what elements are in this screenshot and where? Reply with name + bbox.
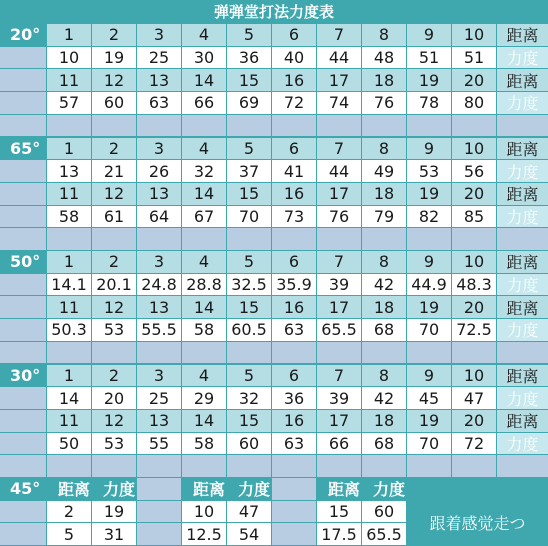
spacer-cell xyxy=(272,478,316,500)
distance-cell: 17 xyxy=(317,183,361,205)
distance-cell: 15 xyxy=(227,296,271,318)
force-cell: 68 xyxy=(362,433,406,455)
force-cell: 70 xyxy=(407,433,451,455)
force-header: 力度 xyxy=(362,478,406,500)
distance-cell: 16 xyxy=(272,183,316,205)
force-cell: 55.5 xyxy=(137,319,181,341)
distance-cell: 3 xyxy=(137,138,181,160)
force-cell: 56 xyxy=(452,160,496,182)
distance-cell: 17 xyxy=(317,296,361,318)
force-cell: 44.9 xyxy=(407,274,451,296)
distance-cell: 3 xyxy=(137,365,181,387)
separator-cell xyxy=(137,342,181,364)
force-cell: 10 xyxy=(47,47,91,69)
distance-cell: 12 xyxy=(92,410,136,432)
force-cell: 53 xyxy=(407,160,451,182)
force-cell: 19 xyxy=(92,47,136,69)
distance-cell: 8 xyxy=(362,24,406,46)
spacer-cell xyxy=(272,523,316,545)
force-cell: 41 xyxy=(272,160,316,182)
separator-cell xyxy=(182,342,226,364)
force-cell: 74 xyxy=(317,92,361,114)
force-cell: 54 xyxy=(227,523,271,545)
row-stub xyxy=(0,296,46,318)
distance-header: 距离 xyxy=(47,478,91,500)
distance-cell: 5 xyxy=(227,24,271,46)
distance-cell: 8 xyxy=(362,365,406,387)
distance-header: 距离 xyxy=(317,478,361,500)
separator-cell xyxy=(362,228,406,250)
distance-label: 距离 xyxy=(497,138,548,160)
row-stub xyxy=(0,274,46,296)
force-cell: 60 xyxy=(92,92,136,114)
distance-cell: 7 xyxy=(317,24,361,46)
page-title: 弹弹堂打法力度表 xyxy=(0,0,548,22)
force-cell: 20.1 xyxy=(92,274,136,296)
force-label: 力度 xyxy=(497,274,548,296)
distance-cell: 6 xyxy=(272,24,316,46)
separator-cell xyxy=(362,115,406,137)
distance-cell: 19 xyxy=(407,296,451,318)
distance-label: 距离 xyxy=(497,410,548,432)
separator-cell xyxy=(182,228,226,250)
separator-cell xyxy=(407,115,451,137)
note-text: 跟着感觉走つ xyxy=(407,501,548,545)
force-cell: 26 xyxy=(137,160,181,182)
separator-cell xyxy=(47,455,91,477)
force-cell: 47 xyxy=(227,501,271,523)
distance-cell: 7 xyxy=(317,138,361,160)
separator-cell xyxy=(47,228,91,250)
separator-cell xyxy=(317,115,361,137)
force-cell: 28.8 xyxy=(182,274,226,296)
separator-cell xyxy=(497,115,548,137)
force-cell: 48 xyxy=(362,47,406,69)
distance-cell: 3 xyxy=(137,251,181,273)
force-cell: 32.5 xyxy=(227,274,271,296)
force-cell: 29 xyxy=(182,387,226,409)
distance-cell: 5 xyxy=(227,138,271,160)
separator-cell xyxy=(182,115,226,137)
distance-cell: 16 xyxy=(272,410,316,432)
separator-cell xyxy=(317,455,361,477)
force-cell: 60 xyxy=(362,501,406,523)
distance-cell: 12.5 xyxy=(182,523,226,545)
distance-cell: 2 xyxy=(92,138,136,160)
spacer-cell xyxy=(137,478,181,500)
force-cell: 58 xyxy=(182,433,226,455)
distance-label: 距离 xyxy=(497,24,548,46)
force-cell: 44 xyxy=(317,47,361,69)
force-cell: 63 xyxy=(272,319,316,341)
distance-cell: 15 xyxy=(227,69,271,91)
distance-cell: 7 xyxy=(317,365,361,387)
distance-cell: 18 xyxy=(362,69,406,91)
force-cell: 21 xyxy=(92,160,136,182)
distance-label: 距离 xyxy=(497,365,548,387)
separator-cell xyxy=(47,115,91,137)
separator-cell xyxy=(317,342,361,364)
force-cell: 50 xyxy=(47,433,91,455)
separator-cell xyxy=(92,115,136,137)
separator-cell xyxy=(452,115,496,137)
force-label: 力度 xyxy=(497,92,548,114)
separator-cell xyxy=(227,342,271,364)
distance-cell: 12 xyxy=(92,183,136,205)
distance-cell: 19 xyxy=(407,69,451,91)
force-cell: 48.3 xyxy=(452,274,496,296)
distance-cell: 10 xyxy=(452,138,496,160)
separator-cell xyxy=(0,228,46,250)
distance-cell: 2 xyxy=(92,365,136,387)
force-cell: 36 xyxy=(227,47,271,69)
force-cell: 40 xyxy=(272,47,316,69)
distance-cell: 5 xyxy=(227,251,271,273)
distance-cell: 6 xyxy=(272,138,316,160)
angle-label: 65° xyxy=(0,138,46,160)
separator-cell xyxy=(137,455,181,477)
distance-cell: 4 xyxy=(182,138,226,160)
force-cell: 42 xyxy=(362,387,406,409)
force-cell: 44 xyxy=(317,160,361,182)
force-cell: 66 xyxy=(317,433,361,455)
distance-cell: 6 xyxy=(272,365,316,387)
distance-cell: 20 xyxy=(452,183,496,205)
force-cell: 65.5 xyxy=(317,319,361,341)
distance-label: 距离 xyxy=(497,251,548,273)
force-cell: 32 xyxy=(227,387,271,409)
distance-label: 距离 xyxy=(497,296,548,318)
distance-cell: 2 xyxy=(92,24,136,46)
row-stub xyxy=(0,183,46,205)
force-cell: 25 xyxy=(137,387,181,409)
force-cell: 60.5 xyxy=(227,319,271,341)
distance-cell: 1 xyxy=(47,24,91,46)
row-stub xyxy=(0,387,46,409)
separator-cell xyxy=(47,342,91,364)
force-cell: 72 xyxy=(452,433,496,455)
distance-cell: 10 xyxy=(182,501,226,523)
force-cell: 50.3 xyxy=(47,319,91,341)
angle-label: 20° xyxy=(0,24,46,46)
distance-cell: 4 xyxy=(182,365,226,387)
distance-cell: 10 xyxy=(452,251,496,273)
force-cell: 39 xyxy=(317,387,361,409)
distance-cell: 9 xyxy=(407,251,451,273)
separator-cell xyxy=(362,455,406,477)
force-cell: 55 xyxy=(137,433,181,455)
distance-cell: 9 xyxy=(407,24,451,46)
distance-cell: 18 xyxy=(362,296,406,318)
spacer-cell xyxy=(272,501,316,523)
force-cell: 70 xyxy=(227,206,271,228)
distance-cell: 20 xyxy=(452,410,496,432)
separator-cell xyxy=(497,228,548,250)
separator-cell xyxy=(452,228,496,250)
separator-cell xyxy=(407,342,451,364)
angle-label: 30° xyxy=(0,365,46,387)
distance-cell: 10 xyxy=(452,24,496,46)
force-cell: 35.9 xyxy=(272,274,316,296)
separator-cell xyxy=(272,342,316,364)
force-cell: 14 xyxy=(47,387,91,409)
force-cell: 72.5 xyxy=(452,319,496,341)
distance-cell: 13 xyxy=(137,410,181,432)
force-header: 力度 xyxy=(227,478,271,500)
force-cell: 36 xyxy=(272,387,316,409)
force-cell: 72 xyxy=(272,92,316,114)
force-cell: 78 xyxy=(407,92,451,114)
separator-cell xyxy=(92,342,136,364)
force-label: 力度 xyxy=(497,160,548,182)
force-cell: 49 xyxy=(362,160,406,182)
force-cell: 69 xyxy=(227,92,271,114)
distance-cell: 11 xyxy=(47,296,91,318)
separator-cell xyxy=(362,342,406,364)
distance-cell: 8 xyxy=(362,251,406,273)
distance-cell: 14 xyxy=(182,410,226,432)
distance-cell: 2 xyxy=(47,501,91,523)
force-cell: 85 xyxy=(452,206,496,228)
distance-cell: 3 xyxy=(137,24,181,46)
force-cell: 53 xyxy=(92,433,136,455)
distance-cell: 1 xyxy=(47,365,91,387)
force-cell: 47 xyxy=(452,387,496,409)
force-cell: 51 xyxy=(407,47,451,69)
force-cell: 63 xyxy=(137,92,181,114)
row-stub xyxy=(0,410,46,432)
row-stub xyxy=(0,501,46,523)
distance-cell: 19 xyxy=(407,183,451,205)
force-label: 力度 xyxy=(497,433,548,455)
separator-cell xyxy=(317,228,361,250)
force-label: 力度 xyxy=(497,47,548,69)
distance-cell: 13 xyxy=(137,296,181,318)
distance-cell: 19 xyxy=(407,410,451,432)
distance-cell: 6 xyxy=(272,251,316,273)
distance-cell: 7 xyxy=(317,251,361,273)
separator-cell xyxy=(272,228,316,250)
force-cell: 14.1 xyxy=(47,274,91,296)
force-cell: 68 xyxy=(362,319,406,341)
separator-cell xyxy=(452,342,496,364)
force-cell: 45 xyxy=(407,387,451,409)
distance-label: 距离 xyxy=(497,69,548,91)
force-cell: 63 xyxy=(272,433,316,455)
distance-cell: 11 xyxy=(47,410,91,432)
force-cell: 53 xyxy=(92,319,136,341)
separator-cell xyxy=(227,115,271,137)
force-cell: 73 xyxy=(272,206,316,228)
separator-cell xyxy=(227,455,271,477)
separator-cell xyxy=(497,342,548,364)
distance-cell: 11 xyxy=(47,183,91,205)
separator-cell xyxy=(0,342,46,364)
separator-cell xyxy=(92,228,136,250)
force-cell: 76 xyxy=(362,92,406,114)
row-stub xyxy=(0,69,46,91)
force-cell: 70 xyxy=(407,319,451,341)
distance-cell: 16 xyxy=(272,69,316,91)
distance-cell: 8 xyxy=(362,138,406,160)
distance-cell: 2 xyxy=(92,251,136,273)
distance-cell: 16 xyxy=(272,296,316,318)
row-stub xyxy=(0,319,46,341)
distance-cell: 15 xyxy=(317,501,361,523)
distance-cell: 18 xyxy=(362,410,406,432)
distance-cell: 14 xyxy=(182,69,226,91)
distance-cell: 13 xyxy=(137,183,181,205)
force-cell: 24.8 xyxy=(137,274,181,296)
distance-cell: 4 xyxy=(182,24,226,46)
separator-cell xyxy=(137,228,181,250)
force-cell: 67 xyxy=(182,206,226,228)
distance-cell: 12 xyxy=(92,296,136,318)
force-cell: 25 xyxy=(137,47,181,69)
angle-label: 50° xyxy=(0,251,46,273)
force-cell: 82 xyxy=(407,206,451,228)
force-cell: 20 xyxy=(92,387,136,409)
distance-cell: 14 xyxy=(182,296,226,318)
distance-cell: 11 xyxy=(47,69,91,91)
force-cell: 61 xyxy=(92,206,136,228)
separator-cell xyxy=(407,228,451,250)
distance-cell: 14 xyxy=(182,183,226,205)
force-header: 力度 xyxy=(92,478,136,500)
note-filler xyxy=(407,478,548,500)
force-cell: 57 xyxy=(47,92,91,114)
row-stub xyxy=(0,433,46,455)
row-stub xyxy=(0,523,46,545)
force-cell: 58 xyxy=(47,206,91,228)
separator-cell xyxy=(182,455,226,477)
force-cell: 13 xyxy=(47,160,91,182)
separator-cell xyxy=(0,455,46,477)
distance-cell: 20 xyxy=(452,69,496,91)
force-cell: 60 xyxy=(227,433,271,455)
force-cell: 31 xyxy=(92,523,136,545)
force-cell: 19 xyxy=(92,501,136,523)
distance-cell: 17 xyxy=(317,410,361,432)
distance-cell: 17.5 xyxy=(317,523,361,545)
separator-cell xyxy=(497,455,548,477)
force-label: 力度 xyxy=(497,206,548,228)
force-cell: 32 xyxy=(182,160,226,182)
separator-cell xyxy=(407,455,451,477)
force-cell: 76 xyxy=(317,206,361,228)
separator-cell xyxy=(0,115,46,137)
distance-cell: 5 xyxy=(47,523,91,545)
distance-cell: 10 xyxy=(452,365,496,387)
force-cell: 58 xyxy=(182,319,226,341)
distance-label: 距离 xyxy=(497,183,548,205)
distance-cell: 4 xyxy=(182,251,226,273)
force-cell: 66 xyxy=(182,92,226,114)
force-cell: 39 xyxy=(317,274,361,296)
angle-label: 45° xyxy=(0,478,46,500)
distance-cell: 5 xyxy=(227,365,271,387)
separator-cell xyxy=(92,455,136,477)
separator-cell xyxy=(227,228,271,250)
separator-cell xyxy=(137,115,181,137)
separator-cell xyxy=(452,455,496,477)
force-cell: 42 xyxy=(362,274,406,296)
force-label: 力度 xyxy=(497,319,548,341)
distance-cell: 9 xyxy=(407,365,451,387)
force-cell: 79 xyxy=(362,206,406,228)
distance-cell: 9 xyxy=(407,138,451,160)
distance-cell: 15 xyxy=(227,183,271,205)
distance-cell: 1 xyxy=(47,138,91,160)
force-cell: 37 xyxy=(227,160,271,182)
distance-header: 距离 xyxy=(182,478,226,500)
separator-cell xyxy=(272,455,316,477)
force-cell: 64 xyxy=(137,206,181,228)
distance-cell: 15 xyxy=(227,410,271,432)
spacer-cell xyxy=(137,523,181,545)
row-stub xyxy=(0,206,46,228)
distance-cell: 1 xyxy=(47,251,91,273)
force-label: 力度 xyxy=(497,387,548,409)
row-stub xyxy=(0,47,46,69)
row-stub xyxy=(0,160,46,182)
separator-cell xyxy=(272,115,316,137)
distance-cell: 13 xyxy=(137,69,181,91)
force-cell: 80 xyxy=(452,92,496,114)
distance-cell: 17 xyxy=(317,69,361,91)
distance-cell: 12 xyxy=(92,69,136,91)
force-cell: 65.5 xyxy=(362,523,406,545)
row-stub xyxy=(0,92,46,114)
force-cell: 30 xyxy=(182,47,226,69)
spacer-cell xyxy=(137,501,181,523)
distance-cell: 18 xyxy=(362,183,406,205)
force-cell: 51 xyxy=(452,47,496,69)
distance-cell: 20 xyxy=(452,296,496,318)
